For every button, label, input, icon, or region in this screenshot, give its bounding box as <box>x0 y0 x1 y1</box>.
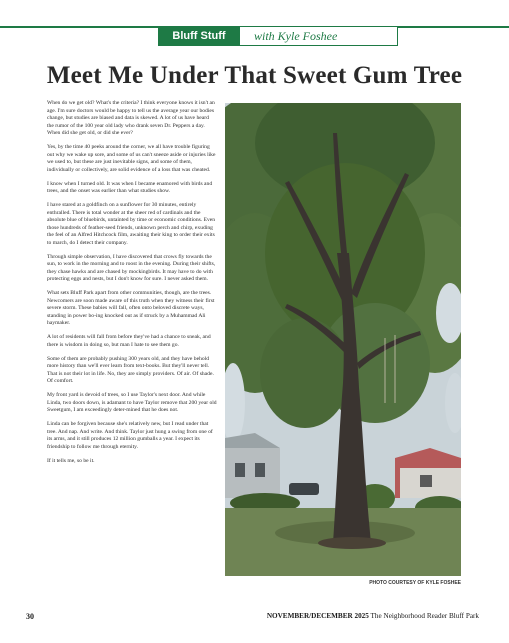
paragraph-7: A lot of residents will fall from before they've had a chance to sneak, and there is wisdom in doing so, but man I hate to see them go. <box>47 334 211 348</box>
photo-credit: PHOTO COURTESY OF KYLE FOSHEE <box>369 580 461 586</box>
paragraph-3: I know when I turned old. It was when I became enamored with birds and trees, and the onset was earlier than what studies show. <box>47 180 213 194</box>
paragraph-5: Through simple observation, I have discovered that crows fly towards the sun, to work in the morning and to roost in the evening. During their shifts, they chase hawks and are chased by mockingbirds. It may have to do with protecting eggs and nests, but I don't know for sure. I never asked them. <box>47 253 216 282</box>
paragraph-1: When do we get old? What's the criteria? I think everyone knows it isn't an age. I'm sure doctors would be happy to tell us the average year our bodies change, but studies are biased and data is skewed. A lot of us have heard the rumor of the 100 year old lady who drank seven Dr. Peppers a day. When did she get old, or did she ever? <box>47 100 215 136</box>
tree-photo <box>225 103 461 576</box>
footer-info <box>267 612 479 620</box>
paragraph-9: My front yard is devoid of trees, so I use Taylor's next door. And while Linda, two doors down, is adamant to have Taylor remove that 200 year old Sweetgum, I am exceedingly deter-mined that he does not. <box>47 392 217 413</box>
section-tag: Bluff Stuff <box>158 26 240 46</box>
paragraph-8: Some of them are probably pushing 300 years old, and they have behold more history than we'll ever learn from text-books. But they'll never tell. That is not their lot in life. No, they are simply providers. Of air. Of shade. Of comfort. <box>47 355 214 384</box>
publication-name: The Neighborhood Reader <box>370 612 448 620</box>
article-body <box>47 100 217 472</box>
page-number: 30 <box>26 612 34 621</box>
paragraph-10: Linda can be forgiven because she's relatively new, but I read under that tree. And nap. And write. And think. Taylor just hung a swing from one of its arms, and it still produces 12 million gumballs a year. I expect its friendship to follow me through eternity. <box>47 421 213 450</box>
paragraph-4: I have stared at a goldfinch on a sunflower for 30 minutes, entirely enthralled. There is total wonder at the sheer red of cardinals and the absolute blue of bluebirds, untainted by time or economic conditions. Even those hundreds of feather-seed friends, unknown perch and chirp, exuding the feel of an Alfred Hitchcock film, awaiting their king to order their exits to march, do I detect their company. <box>47 202 216 246</box>
paragraph-11: If it tells me, so be it. <box>47 457 95 464</box>
column-header <box>158 26 398 46</box>
paragraph-6: What sets Bluff Park apart from other communities, though, are the trees. Newcomers are soon made aware of this truth when they witness their first severe storm. These babies will fall, often onto beloved discrete ways, standing in power bo-ing knocked out as if struck by a Muhammad Ali haymaker. <box>47 290 215 326</box>
edition-name: Bluff Park <box>448 612 479 620</box>
byline: with Kyle Foshee <box>240 26 398 46</box>
article-headline: Meet Me Under That Sweet Gum Tree <box>46 62 463 89</box>
paragraph-2: Yes, by the time 40 peeks around the corner, we all have trouble figuring out why we wake up sore, and some of us can't sneeze aside or injuries like we used to, but these are just inevitable signs, and some of them, individually or collectively, are solid evidence of a loss that was cheated. <box>47 144 216 173</box>
issue-date: NOVEMBER/DECEMBER 2025 <box>266 612 369 620</box>
